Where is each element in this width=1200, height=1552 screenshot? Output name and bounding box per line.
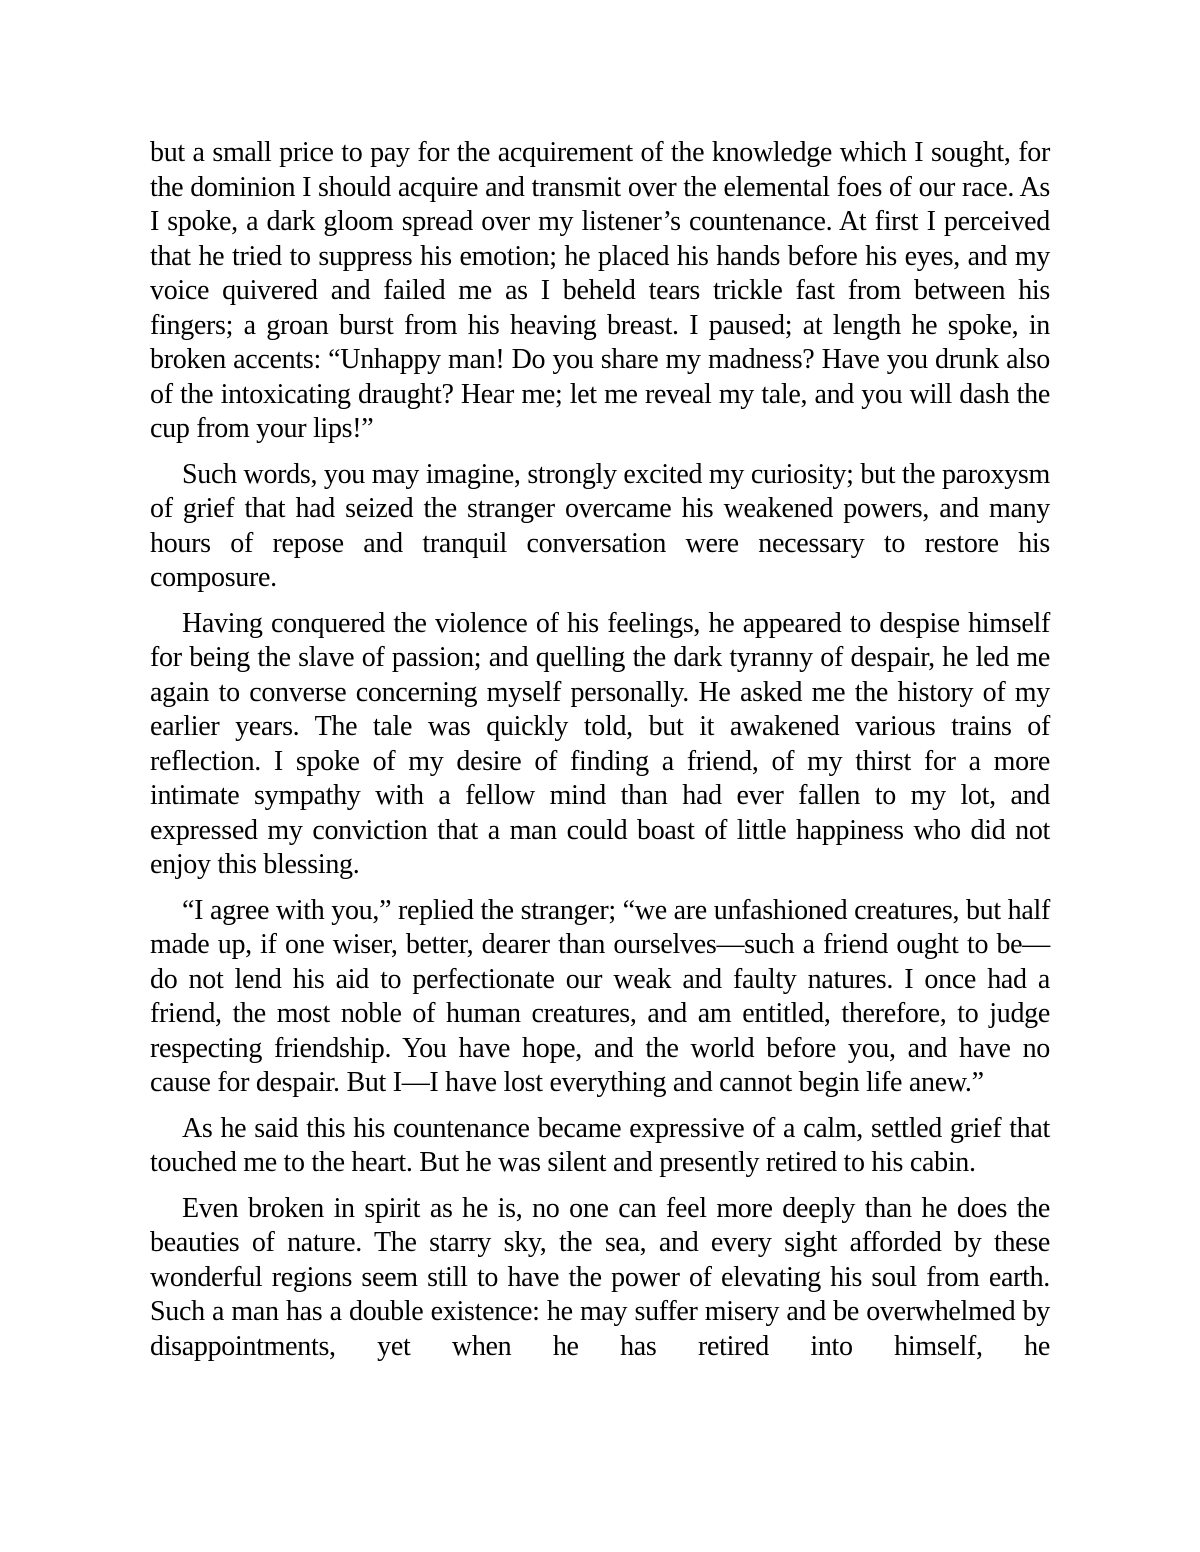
paragraph: “I agree with you,” replied the stranger; “we are unfashioned creatures, but half made up, if one wiser, better, dearer than ourselves—such a friend ought to be—do not lend his aid to perfectionate our weak and faulty natures. I once had a friend, the most noble of human creatures, and am entitled, therefore, to judge respecting friendship. You have hope, and the world before you, and have no cause for despair. But I—I have lost everything and cannot begin life anew.” <box>150 894 1050 1098</box>
paragraph: Such words, you may imagine, strongly excited my curiosity; but the paroxysm of grief that had seized the stranger overcame his weakened powers, and many hours of repose and tranquil conversation were necessary to restore his composure. <box>150 458 1050 593</box>
paragraph: As he said this his countenance became expressive of a calm, settled grief that touched me to the heart. But he was silent and presently retired to his cabin. <box>150 1112 1050 1178</box>
text-column <box>150 136 1050 1364</box>
paragraph: Even broken in spirit as he is, no one can feel more deeply than he does the beauties of nature. The starry sky, the sea, and every sight afforded by these wonderful regions seem still to have the power of elevating his soul from earth. Such a man has a double existence: he may suffer misery and be overwhelmed by disappointments, yet when he has retired into himself, he <box>150 1192 1050 1362</box>
paragraph: but a small price to pay for the acquirement of the knowledge which I sought, for the dominion I should acquire and transmit over the elemental foes of our race. As I spoke, a dark gloom spread over my listener’s countenance. At first I perceived that he tried to suppress his emotion; he placed his hands before his eyes, and my voice quivered and failed me as I beheld tears trickle fast from between his fingers; a groan burst from his heaving breast. I paused; at length he spoke, in broken accents: “Unhappy man! Do you share my madness? Have you drunk also of the intoxicating draught? Hear me; let me reveal my tale, and you will dash the cup from your lips!” <box>150 137 1050 444</box>
paragraph: Having conquered the violence of his feelings, he appeared to despise himself for being the slave of passion; and quelling the dark tyranny of despair, he led me again to converse concerning myself personally. He asked me the history of my earlier years. The tale was quickly told, but it awakened various trains of reflection. I spoke of my desire of finding a friend, of my thirst for a more intimate sympathy with a fellow mind than had ever fallen to my lot, and expressed my conviction that a man could boast of little happiness who did not enjoy this blessing. <box>150 607 1050 880</box>
